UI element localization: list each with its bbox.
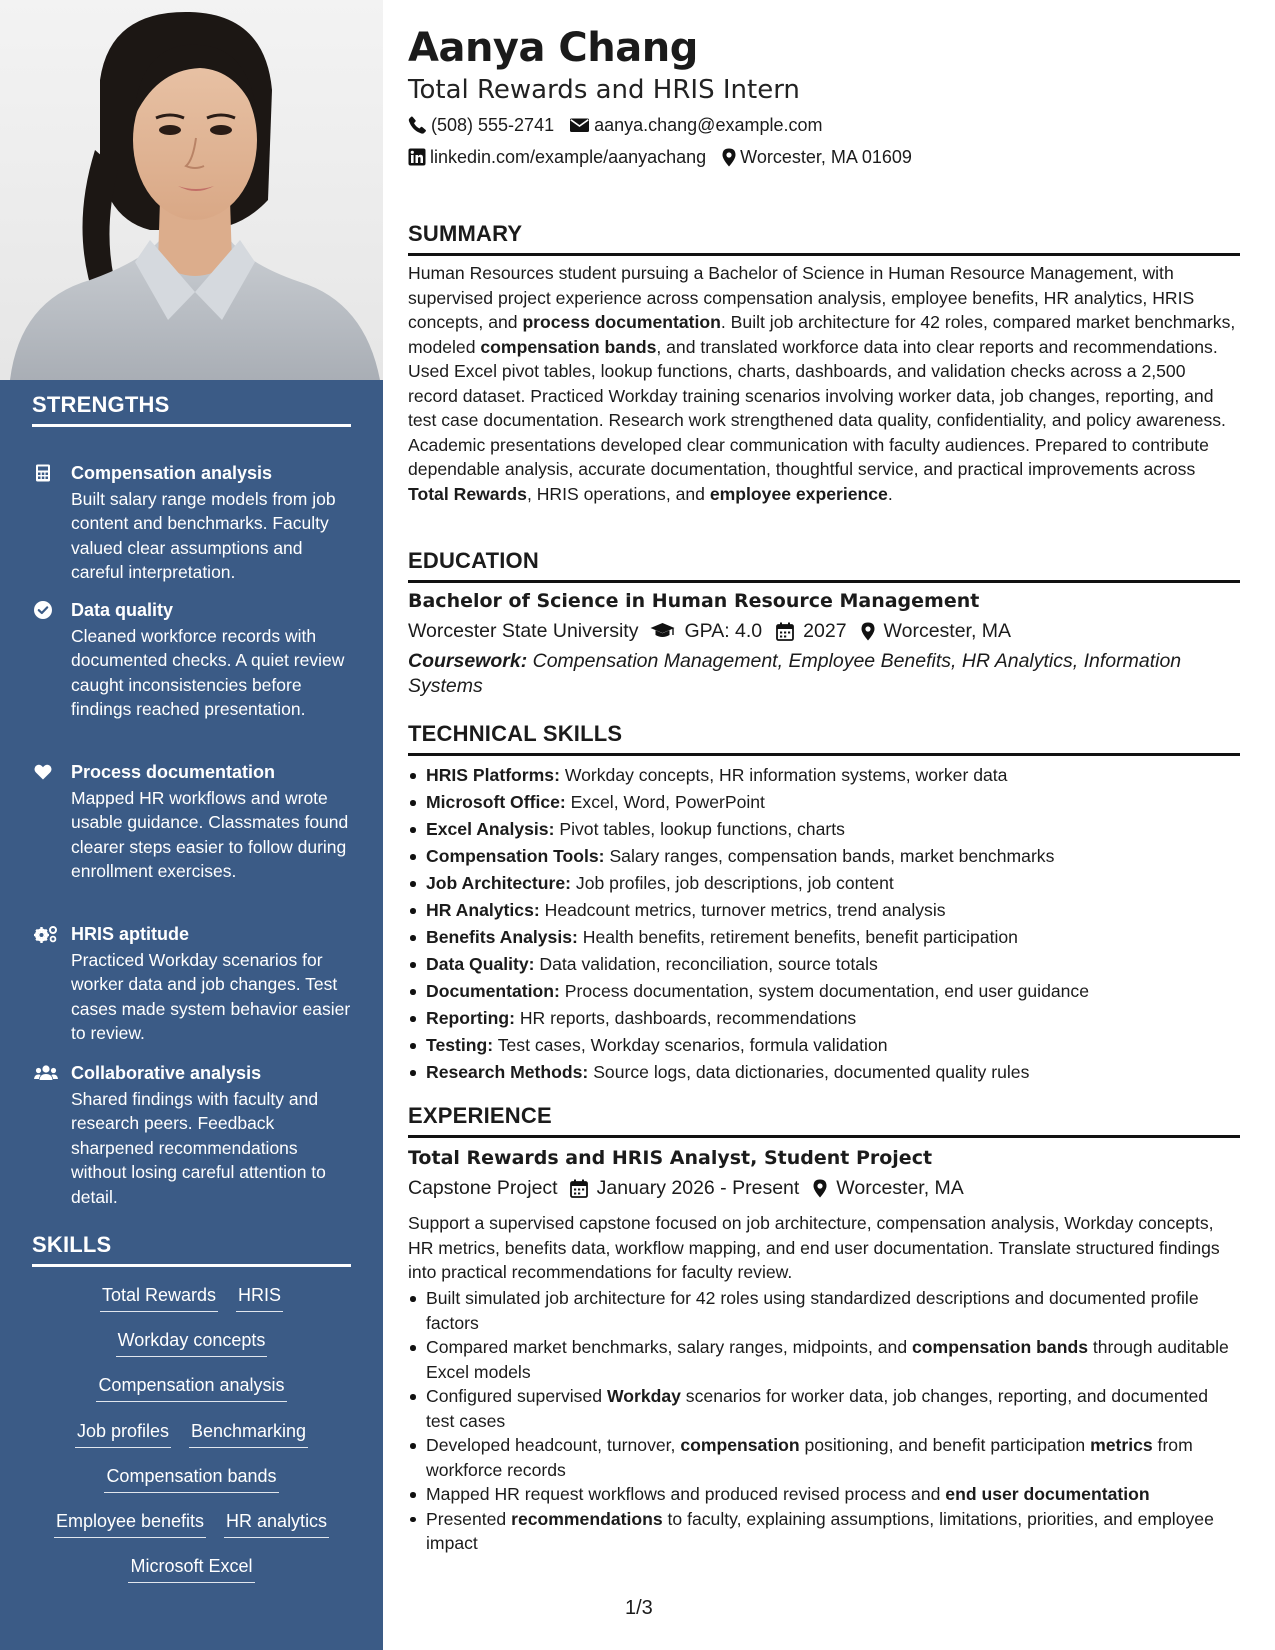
- technical-skill-item: [408, 1059, 1240, 1086]
- skill-category: Documentation:: [426, 981, 560, 1001]
- text-segment: to faculty, explaining assumptions, limitations, priorities, and employee impact: [426, 1508, 1214, 1553]
- location-value: Worcester, MA: [883, 620, 1012, 642]
- skill-category: HR Analytics:: [426, 900, 540, 920]
- coursework: [408, 649, 1240, 698]
- experience-bullet: [408, 1286, 1240, 1335]
- map-pin-icon: [722, 148, 736, 167]
- text-segment: Built simulated job architecture for 42 roles using standardized descriptions and documented profile factors: [426, 1288, 1199, 1333]
- coursework-label: Coursework:: [408, 650, 528, 672]
- skill-values: Process documentation, system documentation, end user guidance: [564, 981, 1090, 1001]
- text-segment: Developed headcount, turnover,: [426, 1435, 681, 1455]
- text-segment: .: [887, 483, 893, 504]
- technical-skill-item: [408, 924, 1240, 951]
- strength-item: [32, 598, 352, 738]
- technical-skill-item: [408, 1005, 1240, 1032]
- skill-chip: Compensation analysis: [96, 1373, 286, 1402]
- linkedin-icon: [408, 148, 426, 166]
- technical-skill-item: [408, 1032, 1240, 1059]
- map-pin-icon: [861, 622, 875, 641]
- calendar-icon: [570, 1179, 588, 1198]
- strength-description: Built salary range models from job content and benchmarks. Faculty valued clear assumptions and careful interpretation.: [71, 489, 336, 583]
- dates-value: January 2026 - Present: [596, 1177, 800, 1199]
- linkedin-url: linkedin.com/example/aanyachang: [430, 147, 707, 167]
- experience-role: Total Rewards and HRIS Analyst, Student Project: [408, 1147, 933, 1169]
- summary-text: [408, 261, 1240, 506]
- skill-chip-row: [32, 1554, 351, 1583]
- gpa-info: [650, 618, 762, 644]
- calendar-icon: [776, 622, 794, 641]
- degree-title: Bachelor of Science in Human Resource Management: [408, 590, 980, 612]
- skill-chip-row: [32, 1464, 351, 1493]
- sidebar: [0, 0, 383, 1650]
- location-text: Worcester, MA 01609: [740, 147, 912, 167]
- strength-description: Cleaned workforce records with documented checks. A quiet review caught inconsistencies before findings reached presentation.: [71, 626, 345, 720]
- experience-bullet: [408, 1384, 1240, 1433]
- summary-heading: SUMMARY: [408, 220, 1240, 256]
- skill-chip: Microsoft Excel: [128, 1554, 254, 1583]
- skill-category: Benefits Analysis:: [426, 927, 578, 947]
- coursework-list: Compensation Management, Employee Benefits, HR Analytics, Information Systems: [408, 650, 1182, 697]
- education-meta: [408, 618, 1011, 644]
- strengths-heading: STRENGTHS: [32, 392, 351, 427]
- skill-values: Data validation, reconciliation, source totals: [539, 954, 878, 974]
- check-circle-icon: [34, 601, 52, 619]
- skill-category: Excel Analysis:: [426, 819, 555, 839]
- skill-values: Job profiles, job descriptions, job content: [575, 873, 894, 893]
- experience-location: [813, 1175, 964, 1201]
- text-segment: Mapped HR request workflows and produced revised process and: [426, 1484, 946, 1504]
- skill-category: Job Architecture:: [426, 873, 572, 893]
- text-segment: Human Resources student pursuing a Bachelor of Science in Human Resource Management, with supervised project experience across compensation analysis, employee benefits, HR analytics, HRIS concepts, and: [408, 263, 1195, 332]
- technical-skill-item: [408, 762, 1240, 789]
- strength-description: Mapped HR workflows and wrote usable guidance. Classmates found clearer steps easier to follow during enrollment exercises.: [71, 788, 349, 882]
- skill-values: Source logs, data dictionaries, documented quality rules: [593, 1062, 1030, 1082]
- skill-chip: Workday concepts: [116, 1328, 268, 1357]
- skill-values: HR reports, dashboards, recommendations: [519, 1008, 857, 1028]
- school-name: Worcester State University: [408, 620, 639, 642]
- skill-chip-row: [32, 1283, 351, 1312]
- technical-skill-item: [408, 843, 1240, 870]
- experience-bullet: [408, 1335, 1240, 1384]
- year-value: 2027: [803, 620, 847, 642]
- candidate-title: Total Rewards and HRIS Intern: [408, 75, 800, 105]
- experience-bullet: [408, 1482, 1240, 1507]
- bold-text: Workday: [606, 1386, 681, 1406]
- heart-icon: [34, 763, 52, 781]
- text-segment: , HRIS operations, and: [526, 483, 710, 504]
- text-segment: through auditable Excel models: [426, 1337, 1229, 1382]
- strength-item: [32, 760, 352, 900]
- education-location: [861, 618, 1012, 644]
- bold-text: employee experience: [709, 483, 888, 504]
- strength-description: Practiced Workday scenarios for worker data and job changes. Test cases made system behavior easier to review.: [71, 950, 351, 1044]
- email-contact[interactable]: [570, 113, 822, 137]
- skill-chip-row: [32, 1419, 351, 1448]
- page-number: 1/3: [625, 1597, 653, 1619]
- experience-dates: [570, 1175, 800, 1201]
- bold-text: Total Rewards: [408, 483, 527, 504]
- strength-item: [32, 1061, 352, 1207]
- portrait-image: [0, 0, 383, 380]
- text-segment: Presented: [426, 1508, 512, 1529]
- text-segment: scenarios for worker data, job changes, reporting, and documented test cases: [426, 1386, 1209, 1431]
- skill-values: Pivot tables, lookup functions, charts: [559, 819, 845, 839]
- experience-intro: Support a supervised capstone focused on job architecture, compensation analysis, Workday concepts, HR metrics, benefits data, workflow mapping, and end user documentation. Translate structured findings into practical recommendations for faculty review.: [408, 1213, 1220, 1282]
- envelope-icon: [570, 117, 590, 133]
- technical-skill-item: [408, 816, 1240, 843]
- skill-category: Data Quality:: [426, 954, 535, 974]
- technical-skills-list: [408, 762, 1240, 1086]
- text-segment: Compared market benchmarks, salary ranges, midpoints, and: [426, 1337, 913, 1357]
- contact-line-1: [408, 113, 823, 137]
- skill-category: Testing:: [426, 1035, 494, 1055]
- strength-item: [32, 922, 352, 1042]
- strength-item: [32, 461, 352, 581]
- skills-heading: SKILLS: [32, 1232, 351, 1267]
- skill-category: Reporting:: [426, 1008, 515, 1028]
- gpa-value: GPA: 4.0: [684, 620, 763, 642]
- skill-chip: Job profiles: [75, 1419, 171, 1448]
- education-heading: EDUCATION: [408, 547, 1240, 583]
- text-segment: Configured supervised: [426, 1386, 607, 1406]
- technical-skill-item: [408, 897, 1240, 924]
- strength-title: Process documentation: [71, 762, 276, 782]
- skill-values: Salary ranges, compensation bands, market benchmarks: [609, 846, 1055, 866]
- technical-skill-item: [408, 870, 1240, 897]
- bold-text: compensation: [680, 1435, 800, 1455]
- skill-chip: HR analytics: [224, 1509, 329, 1538]
- phone-number: (508) 555-2741: [431, 115, 555, 135]
- calculator-icon: [34, 464, 52, 482]
- technical-skill-item: [408, 789, 1240, 816]
- location-contact: [722, 145, 912, 169]
- text-segment: from workforce records: [426, 1435, 1193, 1480]
- skill-chip: Total Rewards: [100, 1283, 218, 1312]
- skill-chip: Benchmarking: [189, 1419, 308, 1448]
- text-segment: , and translated workforce data into clear reports and recommendations. Used Excel pivot tables, lookup functions, charts, dashboards, and validation checks across a 2,500 record dataset. Practiced Workday training scenarios involving worker data, job changes, reporting, and test case documentation. Research work strengthened data quality, confidentiality, and policy awareness. Academic presentations developed clear communication with faculty audiences. Prepared to contribute dependable analysis, accurate documentation, thoughtful service, and practical improvements across: [408, 336, 1226, 479]
- bold-text: recommendations: [511, 1508, 663, 1529]
- bold-text: metrics: [1090, 1435, 1153, 1455]
- map-pin-icon: [813, 1179, 827, 1198]
- graduation-year: [776, 618, 846, 644]
- experience-bullet: [408, 1433, 1240, 1482]
- phone-contact[interactable]: [408, 113, 554, 137]
- skill-category: Microsoft Office:: [426, 792, 566, 812]
- strength-title: Collaborative analysis: [71, 1063, 262, 1083]
- skill-chip-row: [32, 1328, 351, 1357]
- graduation-cap-icon: [650, 622, 675, 640]
- strength-title: HRIS aptitude: [71, 924, 190, 944]
- gears-icon: [34, 925, 58, 943]
- skill-chip: HRIS: [236, 1283, 283, 1312]
- skill-chip-row: [32, 1509, 351, 1538]
- location-value: Worcester, MA: [836, 1177, 964, 1199]
- skill-values: Health benefits, retirement benefits, benefit participation: [582, 927, 1018, 947]
- strength-description: Shared findings with faculty and research peers. Feedback sharpened recommendations without losing careful attention to detail.: [71, 1089, 326, 1207]
- candidate-name: Aanya Chang: [408, 25, 698, 71]
- text-segment: . Built job architecture for 42 roles, compared market benchmarks, modeled: [408, 312, 1236, 357]
- phone-icon: [408, 116, 427, 134]
- experience-bullets: [408, 1286, 1240, 1556]
- linkedin-contact[interactable]: [408, 145, 706, 169]
- strength-title: Compensation analysis: [71, 463, 273, 483]
- bold-text: process documentation: [522, 312, 721, 332]
- users-icon: [34, 1064, 58, 1082]
- skill-category: Compensation Tools:: [426, 846, 605, 866]
- experience-heading: EXPERIENCE: [408, 1102, 1240, 1138]
- technical-skill-item: [408, 951, 1240, 978]
- profile-photo: [0, 0, 383, 380]
- bold-text: compensation bands: [912, 1337, 1088, 1357]
- text-segment: positioning, and benefit participation: [799, 1435, 1091, 1455]
- strength-title: Data quality: [71, 600, 174, 620]
- technical-skills-heading: TECHNICAL SKILLS: [408, 720, 1240, 756]
- contact-line-2: [408, 145, 912, 169]
- experience-bullet: [408, 1507, 1240, 1556]
- technical-skill-item: [408, 978, 1240, 1005]
- skill-values: Excel, Word, PowerPoint: [570, 792, 765, 812]
- skill-category: HRIS Platforms:: [426, 765, 560, 785]
- skill-category: Research Methods:: [426, 1062, 589, 1082]
- skill-chip: Employee benefits: [54, 1509, 206, 1538]
- experience-meta: [408, 1175, 964, 1201]
- bold-text: compensation bands: [480, 336, 657, 357]
- organization-name: Capstone Project: [408, 1177, 558, 1199]
- skill-values: Test cases, Workday scenarios, formula validation: [497, 1035, 888, 1055]
- skill-values: Headcount metrics, turnover metrics, trend analysis: [544, 900, 946, 920]
- skill-chip: Compensation bands: [104, 1464, 278, 1493]
- skill-values: Workday concepts, HR information systems, worker data: [564, 765, 1008, 785]
- bold-text: end user documentation: [945, 1484, 1150, 1504]
- skill-chip-row: [32, 1373, 351, 1402]
- email-address: aanya.chang@example.com: [594, 115, 823, 135]
